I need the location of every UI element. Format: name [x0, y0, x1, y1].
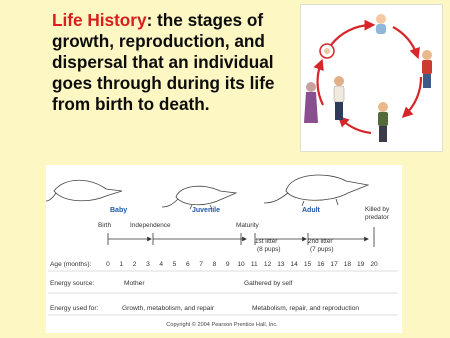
age-tick-1: 1	[119, 261, 124, 268]
event-independence: Independence	[130, 222, 171, 229]
age-tick-10: 10	[237, 261, 245, 268]
age-label: Age (months):	[50, 261, 92, 268]
adult-shrew-drawing	[264, 175, 368, 206]
elder-woman-icon	[304, 82, 318, 123]
adult-couple-icon	[334, 76, 388, 142]
age-tick-7: 7	[199, 261, 203, 268]
age-tick-0: 0	[106, 261, 110, 268]
event-predator: predator	[365, 214, 389, 221]
stage-label-baby: Baby	[110, 207, 128, 214]
event-killed-by: Killed by	[365, 206, 390, 213]
age-tick-19: 19	[357, 261, 365, 268]
age-tick-11: 11	[250, 261, 258, 268]
age-tick-12: 12	[263, 261, 272, 268]
cycle-arrows	[318, 25, 421, 133]
stage-label-juvenile: Juvenile	[192, 207, 221, 214]
event-1st-litter-pups: (8 pups)	[257, 246, 281, 253]
age-tick-13: 13	[277, 261, 285, 268]
baby-shrew-drawing	[46, 180, 122, 201]
age-tick-17: 17	[330, 261, 338, 268]
definition-body: : the stages of growth, reproduction, and dispersal that an individual goes through during its life from birth to death.	[52, 10, 275, 114]
event-birth: Birth	[98, 222, 112, 229]
energy-source-label: Energy source:	[50, 280, 95, 287]
life-history-definition	[52, 10, 288, 115]
energy-source-mother: Mother	[124, 280, 145, 287]
energy-source-self: Gathered by self	[244, 280, 293, 287]
age-tick-labels	[106, 261, 378, 268]
teen-icon	[422, 50, 432, 88]
life-history-timeline	[46, 165, 402, 333]
copyright-notice: Copyright © 2004 Pearson Prentice Hall, Inc.	[166, 322, 278, 328]
age-tick-18: 18	[343, 261, 352, 268]
energy-use-label: Energy used for:	[50, 305, 99, 312]
infant-icon	[320, 44, 334, 58]
juvenile-shrew-drawing	[162, 186, 236, 209]
age-tick-5: 5	[172, 261, 177, 268]
timeline-arrows	[108, 227, 374, 247]
event-2nd-litter: 2nd litter	[308, 238, 333, 245]
age-tick-16: 16	[317, 261, 325, 268]
age-tick-8: 8	[212, 261, 217, 268]
age-tick-9: 9	[225, 261, 230, 268]
energy-use-reproduction: Metabolism, repair, and reproduction	[252, 305, 360, 312]
age-tick-14: 14	[290, 261, 298, 268]
age-tick-15: 15	[303, 261, 312, 268]
definition-term: Life History	[52, 10, 147, 30]
age-tick-20: 20	[370, 261, 378, 268]
event-2nd-litter-pups: (7 pups)	[310, 246, 334, 253]
age-tick-2: 2	[132, 261, 137, 268]
life-cycle-illustration	[300, 4, 443, 152]
age-tick-4: 4	[159, 261, 164, 268]
child-icon	[376, 14, 386, 34]
age-tick-3: 3	[146, 261, 150, 268]
energy-use-growth: Growth, metabolism, and repair	[122, 305, 214, 312]
age-tick-6: 6	[185, 261, 190, 268]
event-maturity: Maturity	[236, 222, 259, 229]
stage-label-adult: Adult	[302, 207, 320, 214]
event-1st-litter: 1st litter	[255, 238, 278, 245]
